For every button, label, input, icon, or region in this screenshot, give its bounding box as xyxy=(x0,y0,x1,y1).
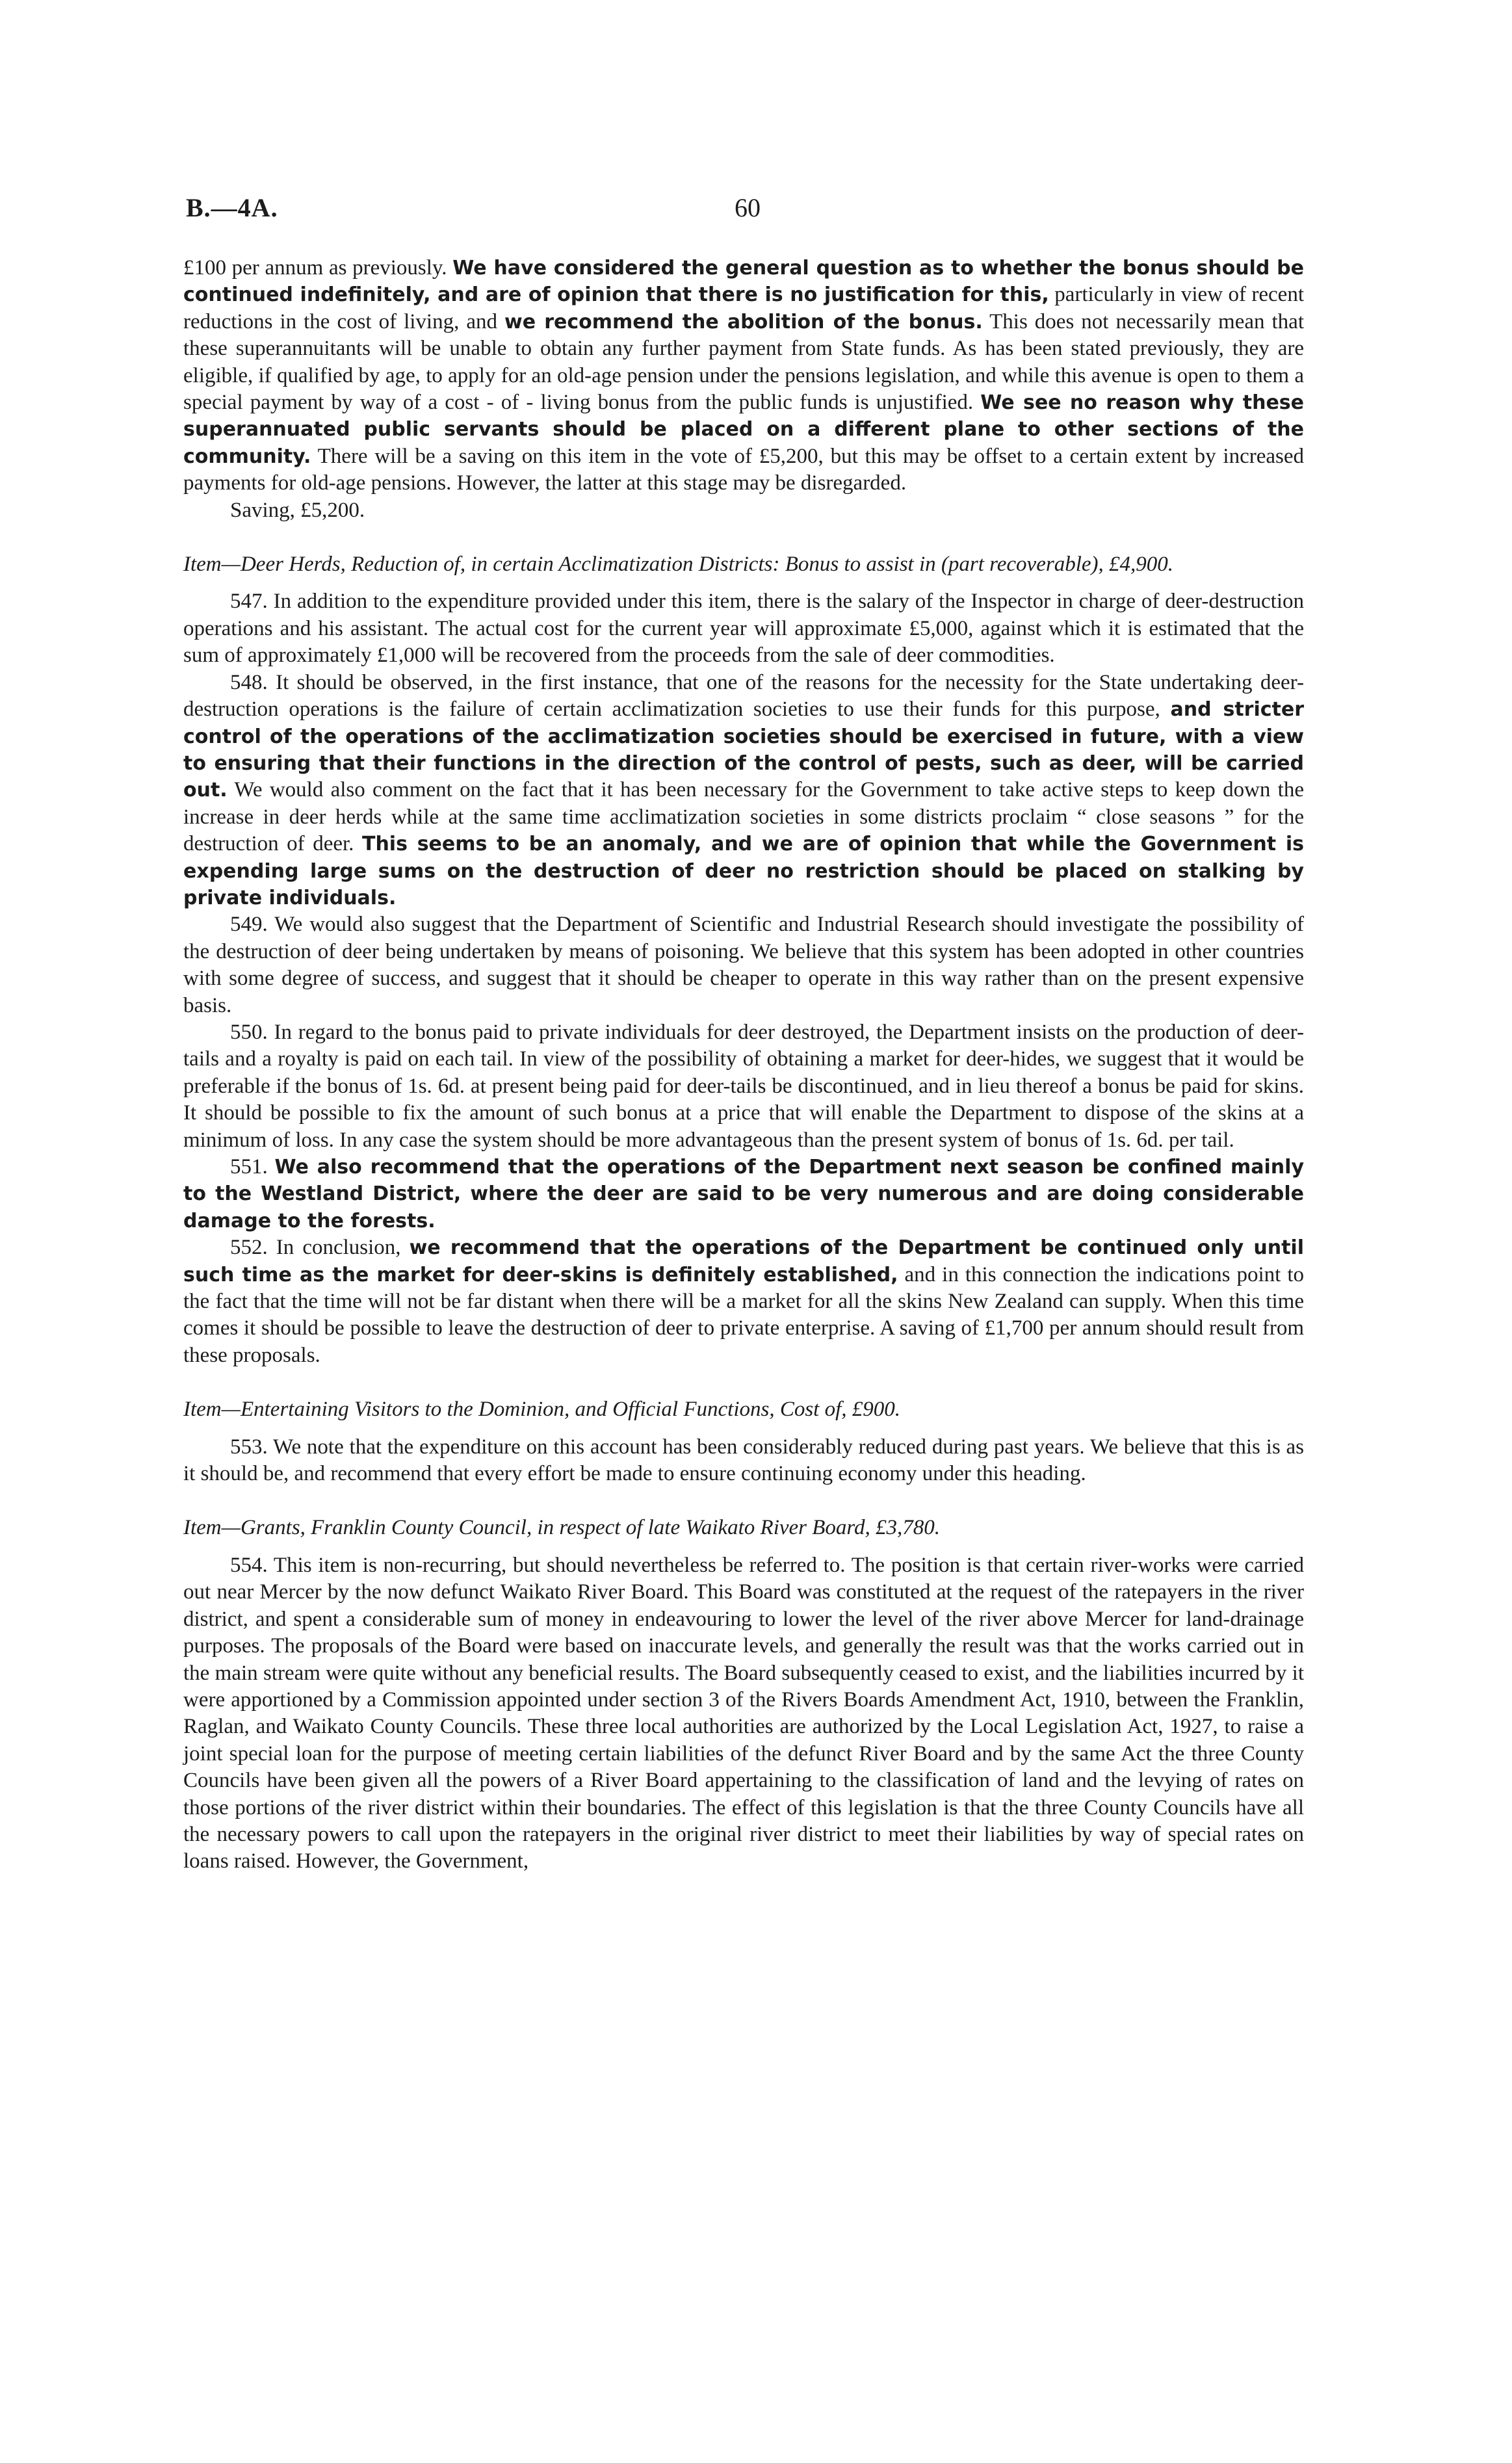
paragraph-552 xyxy=(183,1234,1304,1369)
paragraph-text: This does not necessarily mean that these superannuitants will be unable to obtain any further payment from State funds. As has been stated previously, they are eligible, if qualified by age, to apply for an old-age pension under the pensions legislation, and while this avenue is open to them a special payment by way of a cost - of - living bonus from the public funds is unjustified. xyxy=(183,309,1304,415)
page-number: 60 xyxy=(735,193,761,222)
paragraph-553: 553. We note that the expenditure on this account has been considerably reduced during past years. We believe that this is as it should be, and recommend that every effort be made to ensure continuing economy under this heading. xyxy=(183,1435,1304,1486)
recommendation-text: We also recommend that the operations of the Department next season be confined mainly to the Westland District, where the deer are said to be very numerous and are doing considerable damage to the forests. xyxy=(183,1156,1305,1232)
paragraph-text: particularly in view of recent reductions in the cost of living, and xyxy=(183,283,1304,333)
recommendation-text: We have considered the general question as to whether the bonus should be continued indefinitely, and are of opinion that there is no justification for this, xyxy=(183,257,1304,307)
item-heading-entertaining-visitors: Item—Entertaining Visitors to the Dominion, and Official Functions, Cost of, £900. xyxy=(183,1398,901,1422)
saving-note: Saving, £5,200. xyxy=(230,498,365,522)
paragraph-550: 550. In regard to the bonus paid to private individuals for deer destroyed, the Department insists on the production of deer-tails and a royalty is paid on each tail. In view of the possibility of obtaining a market for deer-hides, we suggest that it would be preferable if the bonus of 1s. 6d. at present being paid for deer-tails be discontinued, and in lieu thereof a bonus be paid for skins. It should be possible to fix the amount of such bonus at a price that will enable the Department to dispose of the skins at a minimum of loss. In any case the system should be more advantageous than the present system of bonus of 1s. 6d. per tail. xyxy=(183,1020,1304,1152)
paragraph-547: 547. In addition to the expenditure provided under this item, there is the salary of the Inspector in charge of deer-destruction operations and his assistant. The actual cost for the current year will approximate £5,000, against which it is estimated that the sum of approximately £1,000 will be recovered from the proceeds from the sale of deer commodities. xyxy=(183,590,1304,668)
paragraph-text: We would also comment on the fact that it has been necessary for the Government to take active steps to keep down the increase in deer herds while at the same time acclimatization societies in some districts proclaim “ close seasons ” for the destruction of deer. xyxy=(183,778,1304,856)
recommendation-text: we recommend the abolition of the bonus. xyxy=(504,310,983,333)
page-body xyxy=(183,255,1304,1875)
paragraph-text: £100 per annum as previously. xyxy=(183,256,453,280)
paragraph-text: 551. xyxy=(230,1155,275,1179)
paragraph-text: 548. It should be observed, in the first instance, that one of the reasons for the necessity for the State undertaking deer-destruction operations is the failure of certain acclimatization societies to use their funds for this purpose, xyxy=(183,670,1304,722)
paragraph-548 xyxy=(183,670,1304,912)
item-heading-franklin-grants: Item—Grants, Franklin County Council, in respect of late Waikato River Board, £3,780. xyxy=(183,1516,941,1540)
paragraph-554: 554. This item is non-recurring, but should nevertheless be referred to. The position is that certain river-works were carried out near Mercer by the now defunct Waikato River Board. This Board was constituted at the request of the ratepayers in the river district, and spent a considerable sum of money in endeavouring to lower the level of the river above Mercer for land-drainage purposes. The proposals of the Board were based on inaccurate levels, and generally the result was that the works carried out in the main stream were quite without any beneficial results. The Board subsequently ceased to exist, and the liabilities incurred by it were apportioned by a Commission appointed under section 3 of the Rivers Boards Amendment Act, 1910, between the Franklin, Raglan, and Waikato County Councils. These three local authorities are authorized by the Local Legislation Act, 1927, to raise a joint special loan for the purpose of meeting certain liabilities of the defunct River Board and by the same Act the three County Councils have been given all the powers of a River Board appertaining to the classification of land and the levying of rates on those portions of the river district within their boundaries. The effect of this legislation is that the three County Councils have all the necessary powers to call upon the ratepayers in the original river district to meet their liabilities by way of special rates on loans raised. However, the Government, xyxy=(183,1553,1304,1873)
paragraph-text: There will be a saving on this item in the vote of £5,200, but this may be offset to a certain extent by increased payments for old-age pensions. However, the latter at this stage may be disregarded. xyxy=(183,444,1304,495)
item-heading-deer-herds: Item—Deer Herds, Reduction of, in certain Acclimatization Districts: Bonus to assist in (part recoverable), £4,900. xyxy=(183,553,1173,577)
recommendation-text: and stricter control of the operations of the acclimatization societies should be exercised in future, with a view to ensuring that their functions in the direction of the control of pests, such as deer, will be carried out. xyxy=(183,698,1305,802)
document-reference: B.—4A. xyxy=(186,193,278,222)
page-header xyxy=(186,192,1304,231)
recommendation-text: This seems to be an anomaly, and we are of opinion that while the Government is expending large sums on the destruction of deer no restriction should be placed on stalking by private individuals. xyxy=(183,833,1304,909)
paragraph-text: 552. In conclusion, xyxy=(230,1236,410,1260)
paragraph-text: and in this connection the indications point to the fact that the time will not be far distant when there will be a market for all the skins New Zealand can supply. When this time comes it should be possible to leave the destruction of deer to private enterprise. A saving of £1,700 per annum should result from these proposals. xyxy=(183,1262,1304,1367)
paragraph-continued xyxy=(183,255,1304,497)
recommendation-text: we recommend that the operations of the Department be continued only until such time as the market for deer-skins is definitely established, xyxy=(183,1236,1304,1286)
recommendation-text: We see no reason why these superannuated public servants should be placed on a different plane to other sections of the community. xyxy=(183,391,1304,468)
paragraph-549: 549. We would also suggest that the Department of Scientific and Industrial Research should investigate the possibility of the destruction of deer being undertaken by means of poisoning. We believe that this system has been adopted in other countries with some degree of success, and suggest that it should be cheaper to operate in this way rather than on the present expensive basis. xyxy=(183,913,1304,1017)
paragraph-551 xyxy=(183,1154,1304,1234)
